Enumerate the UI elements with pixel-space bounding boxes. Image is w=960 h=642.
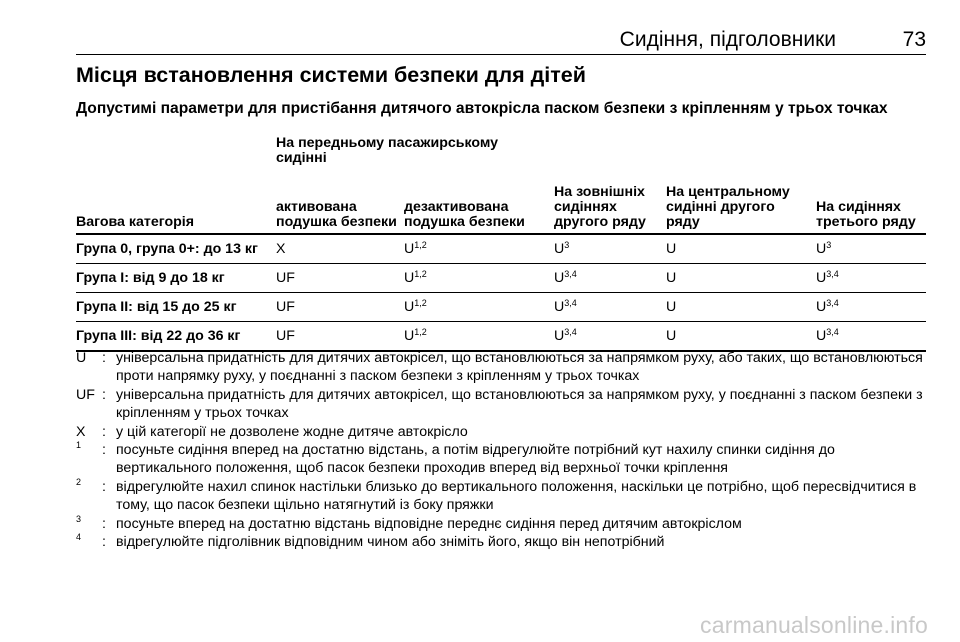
legend-separator: : [102, 442, 106, 459]
header-spacer [666, 132, 816, 172]
cell-third-row: $U^3$ [816, 234, 926, 264]
table-caption: Допустимі параметри для пристібання дитячого автокрісла паском безпеки з кріпленням у трьох точках [76, 100, 888, 117]
cell-airbag-on: UF [276, 322, 404, 352]
legend-item [76, 515, 926, 533]
footnote-ref: 3 [826, 239, 832, 250]
legend-text: посуньте сидіння вперед на достатню відстань, а потім відрегулюйте потрібний кут нахилу спинки сидіння до вертикального положення, щоб пасок безпеки проходив вперед від верхньої точки кріплення [116, 442, 835, 477]
legend-text: посуньте вперед на достатню відстань відповідне переднє сидіння перед дитячим автокріслом [116, 515, 742, 532]
weight-group: Група II: від 15 до 25 кг [76, 293, 276, 322]
cell-airbag-off: U$^{1,2}$ [404, 293, 554, 322]
col-header-airbag-off: дезактивована подушка безпеки [404, 172, 554, 234]
legend-separator: : [102, 478, 106, 495]
legend-separator: : [102, 515, 106, 532]
legend-key: 4 [76, 532, 82, 543]
child-seat-table [76, 132, 926, 352]
legend-text: відрегулюйте нахил спинок настільки близько до вертикального положення, наскільки це потрібно, щоб пересвідчитися в тому, що пасок безпеки щільно натягнутий із боку пряжки [116, 478, 917, 514]
page-number: 73 [902, 28, 926, 51]
watermark: carmanualsonline.info [700, 612, 928, 638]
footnote-ref: 3,4 [826, 326, 839, 337]
footnote-ref: 1,2 [414, 268, 427, 279]
front-passenger-seat-header: На передньому пасажирському сидінні [276, 135, 499, 166]
cell-airbag-off: U$^{1,2}$ [404, 234, 554, 264]
running-header [76, 28, 926, 54]
cell-center-second-row: U [666, 322, 816, 352]
cell-airbag-off: U$^{1,2}$ [404, 264, 554, 293]
header-rule [76, 54, 926, 55]
cell-outer-second-row: $U^3$ [554, 234, 666, 264]
col-header-third-row: На сидіннях третього ряду [816, 172, 926, 234]
legend-separator: : [102, 534, 106, 551]
legend-separator: : [102, 350, 106, 366]
col-header-airbag-on: активована подушка безпеки [276, 172, 404, 234]
cell-airbag-on: UF [276, 264, 404, 293]
header-spacer [76, 132, 276, 172]
footnote-ref: 1,2 [414, 297, 427, 308]
cell-center-second-row: U [666, 293, 816, 322]
legend-text: у цій категорії не дозволене жодне дитяче автокрісло [116, 423, 468, 440]
cell-outer-second-row: U$^{3,4}$ [554, 322, 666, 352]
header-spacer [816, 132, 926, 172]
cell-outer-second-row: U$^{3,4}$ [554, 293, 666, 322]
legend-item [76, 349, 926, 386]
weight-group: Група III: від 22 до 36 кг [76, 322, 276, 352]
legend-key: 3 [76, 513, 82, 524]
col-header-center-second-row: На центральному сидінні другого ряду [666, 172, 816, 234]
cell-third-row: U$^{3,4}$ [816, 293, 926, 322]
footnote-ref: 3,4 [564, 326, 577, 337]
cell-center-second-row: U [666, 234, 816, 264]
legend-item [76, 478, 926, 515]
header-spacer [554, 132, 666, 172]
weight-group: Група 0, група 0+: до 13 кг [76, 234, 276, 264]
footnote-ref: 3,4 [826, 297, 839, 308]
cell-airbag-on: X [276, 234, 404, 264]
footnote-ref: 3,4 [564, 297, 577, 308]
cell-center-second-row: U [666, 264, 816, 293]
page-title: Місця встановлення системи безпеки для дітей [76, 63, 586, 87]
footnote-ref: 1,2 [414, 239, 427, 250]
legend-item [76, 423, 926, 441]
legend [76, 349, 926, 551]
legend-key: UF [76, 386, 95, 403]
legend-item [76, 533, 926, 551]
legend-text: універсальна придатність для дитячих автокрісел, що встановлюються за напрямком руху, у поєднанні з паском безпеки з кріпленням у трьох точках [116, 386, 923, 422]
cell-outer-second-row: U$^{3,4}$ [554, 264, 666, 293]
footnote-ref: 3 [564, 239, 570, 250]
table-row [76, 293, 926, 322]
cell-airbag-off: U$^{1,2}$ [404, 322, 554, 352]
footnote-ref: 1,2 [414, 326, 427, 337]
legend-item [76, 386, 926, 423]
legend-item [76, 441, 926, 478]
weight-group: Група I: від 9 до 18 кг [76, 264, 276, 293]
footnote-ref: 3,4 [826, 268, 839, 279]
legend-text: відрегулюйте підголівник відповідним чином або зніміть його, якщо він непотрібний [116, 534, 665, 551]
table-column-header-row [76, 172, 926, 234]
cell-third-row: U$^{3,4}$ [816, 264, 926, 293]
table-row [76, 234, 926, 264]
section-name: Сидіння, підголовники [619, 28, 836, 51]
manual-page [76, 0, 926, 642]
col-header-outer-second-row: На зовнішніх сидіннях другого ряду [554, 172, 666, 234]
table-group-header-row [76, 132, 926, 172]
legend-text: універсальна придатність для дитячих автокрісел, що встановлюються за напрямком руху, або таких, що встановлюються проти напрямку руху, у поєднанні з паском безпеки з кріпленням у трьох точках [116, 350, 923, 385]
legend-key: X [76, 423, 86, 440]
legend-key: U [76, 350, 87, 366]
footnote-ref: 3,4 [564, 268, 577, 279]
legend-separator: : [102, 386, 106, 403]
cell-airbag-on: UF [276, 293, 404, 322]
legend-separator: : [102, 423, 106, 440]
legend-key: 1 [76, 440, 82, 451]
legend-key: 2 [76, 476, 82, 487]
table-row [76, 322, 926, 352]
col-header-weight: Вагова категорія [76, 172, 276, 234]
cell-third-row: U$^{3,4}$ [816, 322, 926, 352]
table-row [76, 264, 926, 293]
